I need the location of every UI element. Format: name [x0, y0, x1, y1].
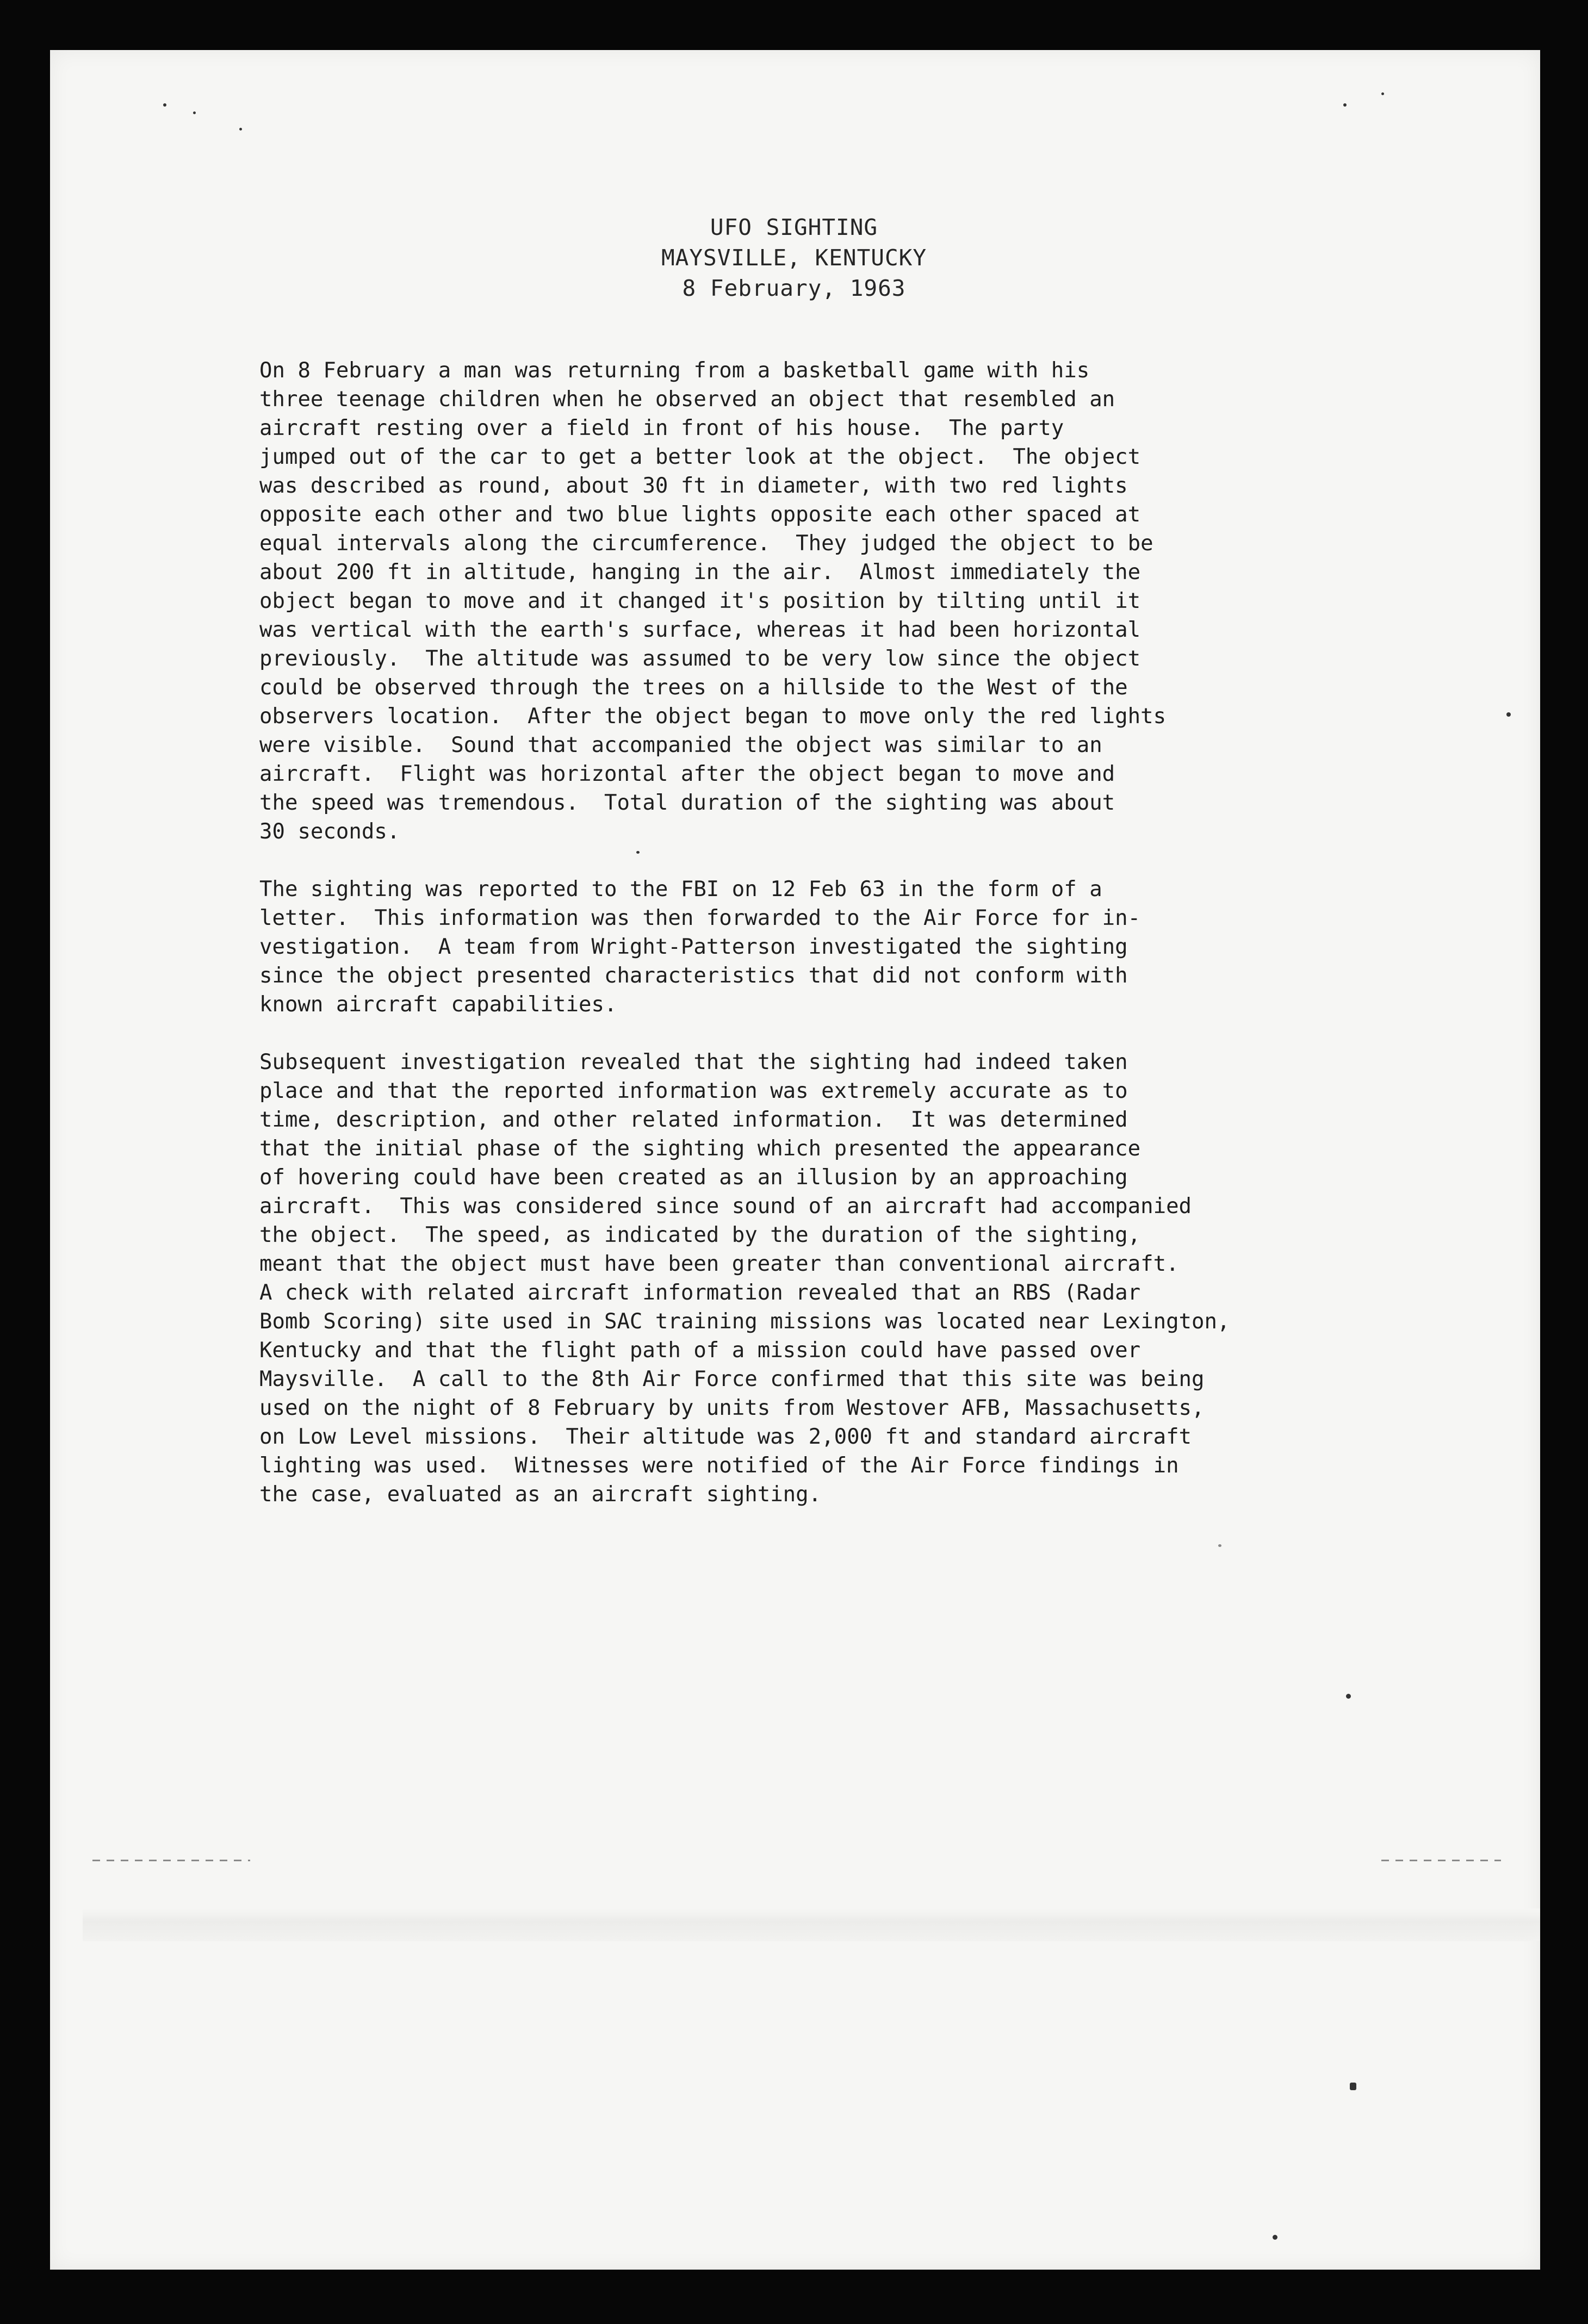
text-line: aircraft. Flight was horizontal after the object began to move and	[259, 762, 1115, 786]
text-line: on Low Level missions. Their altitude was 2,000 ft and standard aircraft	[259, 1425, 1192, 1449]
document-date: 8 February, 1963	[682, 275, 906, 301]
scan-rule	[92, 1860, 250, 1861]
text-line: was vertical with the earth's surface, whereas it had been horizontal	[259, 618, 1141, 642]
text-line: the object. The speed, as indicated by the duration of the sighting,	[259, 1223, 1141, 1247]
scan-speck	[193, 111, 196, 114]
text-line: Subsequent investigation revealed that the sighting had indeed taken	[259, 1050, 1128, 1074]
text-line: A check with related aircraft information revealed that an RBS (Radar	[259, 1281, 1141, 1305]
text-line: was described as round, about 30 ft in diameter, with two red lights	[259, 474, 1128, 498]
text-line: On 8 February a man was returning from a basketball game with his	[259, 358, 1090, 383]
scan-speck	[1346, 1694, 1351, 1699]
text-line: known aircraft capabilities.	[259, 992, 617, 1017]
scan-speck	[1350, 2083, 1356, 2090]
document-header	[0, 212, 1588, 303]
scan-speck	[239, 128, 242, 131]
text-line: that the initial phase of the sighting which presented the appearance	[259, 1136, 1141, 1161]
scan-rule	[1381, 1860, 1501, 1861]
text-line: The sighting was reported to the FBI on 12 Feb 63 in the form of a	[259, 877, 1102, 902]
text-line: the case, evaluated as an aircraft sighting.	[259, 1482, 822, 1507]
scan-speck	[163, 103, 166, 107]
text-line: aircraft resting over a field in front of his house. The party	[259, 416, 1064, 440]
text-line: vestigation. A team from Wright-Patterson investigated the sighting	[259, 935, 1128, 959]
document-title: UFO SIGHTING	[710, 214, 878, 240]
text-line: previously. The altitude was assumed to be very low since the object	[259, 647, 1141, 671]
scan-speck	[1381, 92, 1384, 95]
page-edge-shadow	[83, 1909, 1540, 1941]
text-line: three teenage children when he observed an object that resembled an	[259, 387, 1115, 412]
scan-speck	[1506, 712, 1511, 717]
text-line: meant that the object must have been greater than conventional aircraft.	[259, 1252, 1179, 1276]
text-line: Maysville. A call to the 8th Air Force confirmed that this site was being	[259, 1367, 1205, 1391]
text-line: used on the night of 8 February by units from Westover AFB, Massachusetts,	[259, 1396, 1205, 1420]
text-line: time, description, and other related information. It was determined	[259, 1108, 1128, 1132]
text-line: object began to move and it changed it's position by tilting until it	[259, 589, 1141, 613]
text-line: about 200 ft in altitude, hanging in the air. Almost immediately the	[259, 560, 1141, 585]
text-line: opposite each other and two blue lights opposite each other spaced at	[259, 502, 1141, 527]
text-line: Bomb Scoring) site used in SAC training missions was located near Lexington,	[259, 1309, 1230, 1334]
text-line: of hovering could have been created as an illusion by an approaching	[259, 1165, 1128, 1190]
text-line: letter. This information was then forwarded to the Air Force for in-	[259, 906, 1141, 930]
text-line: could be observed through the trees on a hillside to the West of the	[259, 675, 1128, 700]
text-line: place and that the reported information was extremely accurate as to	[259, 1079, 1128, 1103]
paragraph-1	[259, 356, 1380, 846]
text-line: lighting was used. Witnesses were notified of the Air Force findings in	[259, 1453, 1179, 1478]
text-line: since the object presented characteristics that did not conform with	[259, 964, 1128, 988]
text-line: 30 seconds.	[259, 819, 400, 844]
document-location: MAYSVILLE, KENTUCKY	[661, 245, 927, 271]
scan-speck	[1218, 1544, 1221, 1547]
scan-speck	[1273, 2235, 1277, 2240]
text-line: aircraft. This was considered since sound of an aircraft had accompanied	[259, 1194, 1192, 1219]
scan-speck	[636, 851, 640, 854]
text-line: equal intervals along the circumference. They judged the object to be	[259, 531, 1153, 556]
scan-speck	[1343, 103, 1347, 107]
text-line: Kentucky and that the flight path of a mission could have passed over	[259, 1338, 1141, 1363]
text-line: were visible. Sound that accompanied the object was similar to an	[259, 733, 1102, 757]
text-line: the speed was tremendous. Total duration of the sighting was about	[259, 791, 1115, 815]
text-line: observers location. After the object began to move only the red lights	[259, 704, 1167, 729]
text-line: jumped out of the car to get a better look at the object. The object	[259, 445, 1141, 469]
paragraph-3	[259, 1048, 1380, 1509]
paragraph-2	[259, 875, 1380, 1019]
document-body	[259, 356, 1380, 1538]
